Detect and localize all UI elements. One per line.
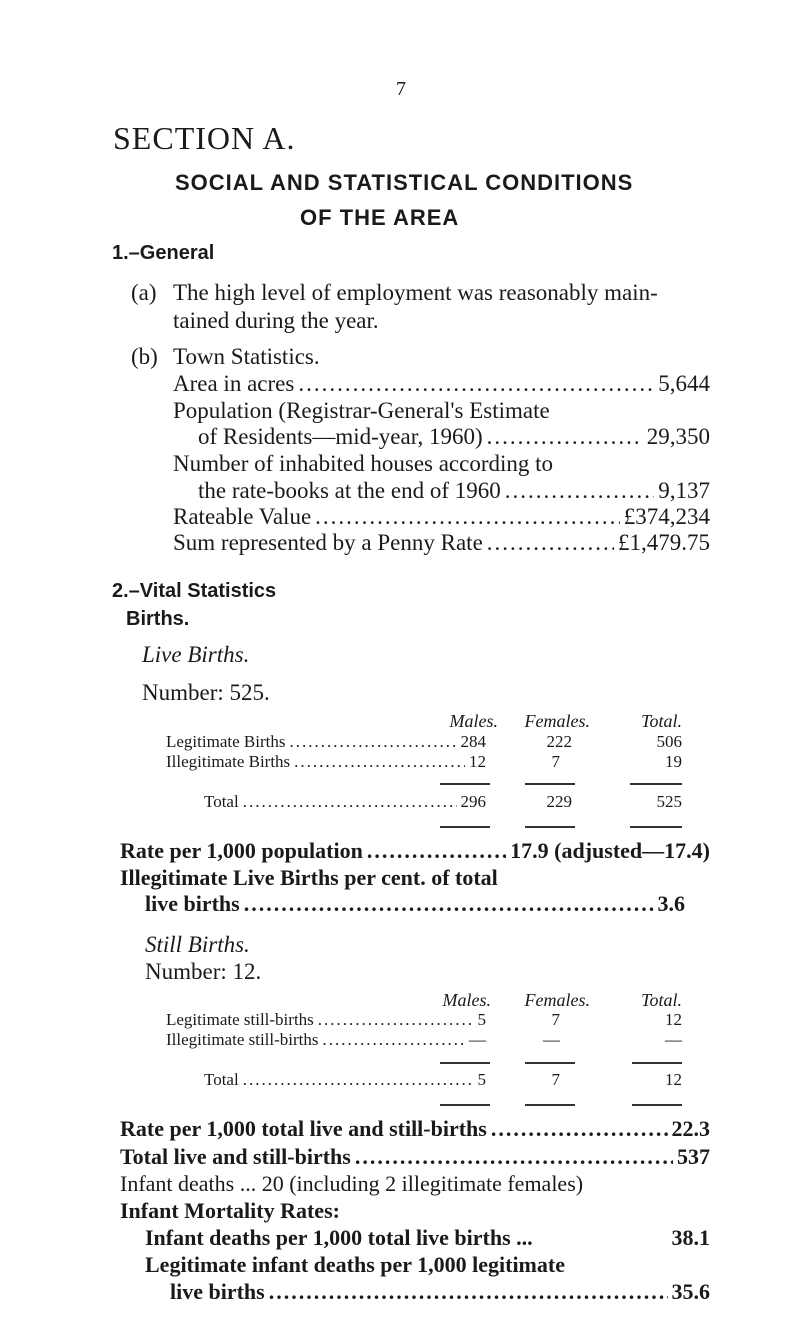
total-total: 525 (656, 792, 682, 811)
illegitimate-label: live births (145, 891, 240, 916)
item-a-label: (a) (131, 280, 157, 305)
page-number: 7 (396, 78, 406, 100)
row-females: 222 (546, 732, 572, 751)
illegitimate-value: 3.6 (657, 891, 685, 916)
still-births-number: Number: 12. (145, 959, 262, 984)
table-row (166, 1030, 486, 1050)
item-b-title: Town Statistics. (173, 344, 320, 369)
infant-rate-2-line-1: Legitimate infant deaths per 1,000 legitimate (145, 1252, 565, 1277)
section-title: SECTION A. (113, 120, 296, 156)
infant-rate-2-row (170, 1279, 710, 1305)
total-males: 5 (477, 1070, 486, 1089)
infant-rate-2-value: 35.6 (671, 1279, 710, 1304)
rateable-label: Rateable Value (173, 504, 312, 529)
infant-rates-title: Infant Mortality Rates: (120, 1198, 340, 1223)
rate-row (120, 838, 710, 864)
area-value: 5,644 (658, 371, 710, 396)
row-males: 284 (460, 732, 486, 751)
table-total-row (204, 792, 486, 812)
rate-value: 17.9 (adjusted—17.4) (510, 838, 710, 863)
table-row (166, 732, 486, 752)
rule (525, 1104, 575, 1106)
total-females: 7 (551, 1070, 560, 1089)
row-females: 7 (551, 752, 560, 771)
row-females: — (543, 1030, 560, 1049)
penny-value: £1,479.75 (618, 530, 710, 555)
row-males: 5 (477, 1010, 486, 1029)
penny-label: Sum represented by a Penny Rate (173, 530, 483, 555)
heading-line-1: SOCIAL AND STATISTICAL CONDITIONS (175, 170, 634, 195)
rule (630, 826, 682, 828)
total-live-still-row (120, 1144, 710, 1170)
rule (632, 1104, 682, 1106)
row-label: Legitimate Births (166, 732, 286, 751)
rateable-value: £374,234 (623, 504, 710, 529)
rule (525, 783, 575, 785)
col-females-header: Females. (524, 711, 590, 731)
area-row (173, 371, 710, 397)
rule (440, 826, 490, 828)
heading-line-2: OF THE AREA (300, 205, 460, 230)
total-live-still-value: 537 (677, 1144, 710, 1169)
total-males: 296 (460, 792, 486, 811)
total-label: Total (204, 1070, 239, 1089)
houses-label: the rate-books at the end of 1960 (198, 478, 501, 503)
rule (440, 1062, 490, 1064)
still-births-title: Still Births. (145, 932, 250, 957)
infant-rate-1-label: Infant deaths per 1,000 total live births ... (145, 1225, 533, 1250)
rateable-row (173, 504, 710, 530)
row-total: 506 (656, 732, 682, 751)
total-females: 229 (546, 792, 572, 811)
still-rate-label: Rate per 1,000 total live and still-births (120, 1116, 487, 1141)
population-line-1: Population (Registrar-General's Estimate (173, 398, 550, 423)
rule (525, 826, 575, 828)
row-total: — (665, 1030, 682, 1049)
illegitimate-line-1: Illegitimate Live Births per cent. of total (120, 865, 498, 890)
houses-value: 9,137 (658, 478, 710, 503)
rule (632, 1062, 682, 1064)
item-a-line-2: tained during the year. (173, 308, 379, 333)
table-row (166, 752, 486, 772)
row-males: — (469, 1030, 486, 1049)
rule (525, 1062, 575, 1064)
rate-label: Rate per 1,000 population (120, 838, 363, 863)
total-label: Total (204, 792, 239, 811)
still-rate-row (120, 1116, 710, 1142)
infant-rate-2-label: live births (170, 1279, 265, 1304)
population-label: of Residents—mid-year, 1960) (198, 424, 483, 449)
row-males: 12 (469, 752, 486, 771)
table-total-row (204, 1070, 486, 1090)
illegitimate-row (145, 891, 685, 917)
population-value: 29,350 (646, 424, 710, 449)
row-females: 7 (551, 1010, 560, 1029)
row-total: 19 (665, 752, 682, 771)
births-heading: Births. (126, 608, 190, 630)
col-total-header: Total. (641, 711, 682, 731)
col-males-header: Males. (442, 990, 491, 1010)
general-heading: 1.–General (112, 242, 215, 264)
infant-rate-1-value: 38.1 (671, 1225, 710, 1250)
col-males-header: Males. (449, 711, 498, 731)
still-rate-value: 22.3 (671, 1116, 710, 1141)
infant-deaths: Infant deaths ... 20 (including 2 illegitimate females) (120, 1171, 584, 1196)
rule (440, 783, 490, 785)
item-b-label: (b) (131, 344, 158, 369)
population-row (198, 424, 710, 450)
row-label: Illegitimate Births (166, 752, 291, 771)
rule (440, 1104, 490, 1106)
row-label: Legitimate still-births (166, 1010, 314, 1029)
col-females-header: Females. (524, 990, 590, 1010)
houses-line-1: Number of inhabited houses according to (173, 451, 554, 476)
live-births-title: Live Births. (142, 642, 250, 667)
area-label: Area in acres (173, 371, 295, 396)
col-total-header: Total. (641, 990, 682, 1010)
vital-heading: 2.–Vital Statistics (112, 580, 277, 602)
table-row (166, 1010, 486, 1030)
total-live-still-label: Total live and still-births (120, 1144, 351, 1169)
total-total: 12 (665, 1070, 682, 1089)
penny-row (173, 530, 710, 556)
item-a-line-1: The high level of employment was reasonably main- (173, 280, 658, 305)
row-total: 12 (665, 1010, 682, 1029)
live-births-number: Number: 525. (142, 680, 270, 705)
houses-row (198, 478, 710, 504)
row-label: Illegitimate still-births (166, 1030, 319, 1049)
rule (630, 783, 682, 785)
